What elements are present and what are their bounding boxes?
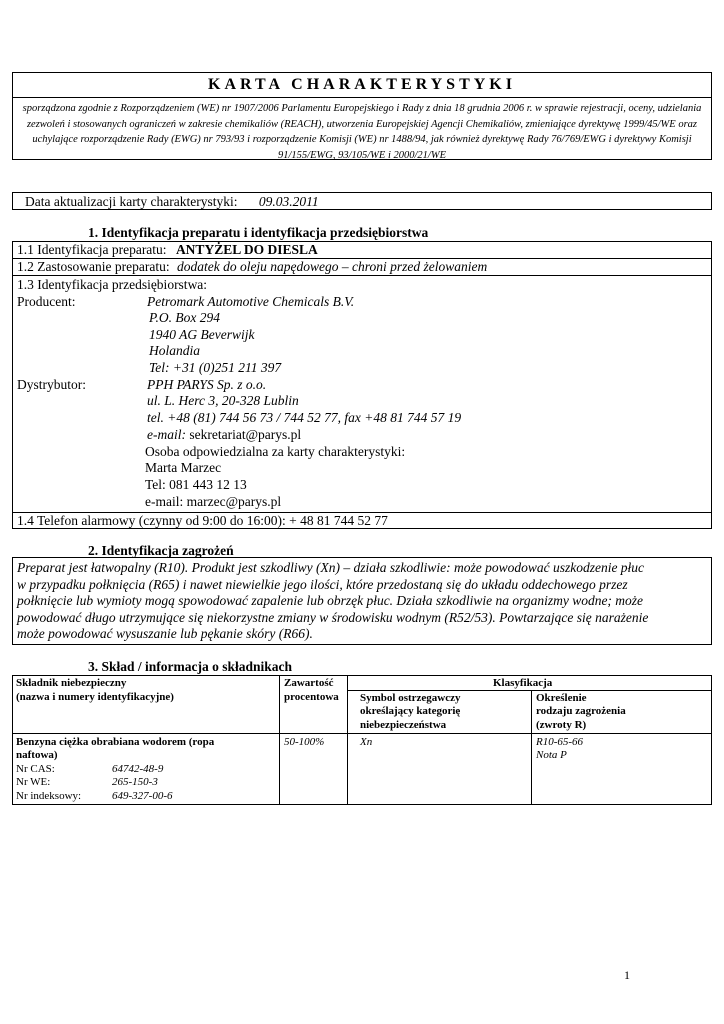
r11-label: 1.1 Identyfikacja preparatu: [17,242,167,257]
r12-value: dodatek do oleju napędowego – chroni przed żelowaniem [176,259,488,274]
row-1-1 [13,242,711,259]
hazard-line: powodować długo utrzymujące się niekorzystne zmiany w środowisku wodnym (R52/53). Powtarzające się narażenie [17,609,649,625]
email-label: e-mail: [147,427,186,442]
r-phrases: R10-65-66 [536,736,584,748]
component-name: naftowa) [16,749,58,761]
hazard-line: połknięcie lub wymioty mogą spowodować zapalenie lub obrzęk płuc. Działa szkodliwie na organizmy wodne; może [17,593,644,609]
r11-value: ANTYŻEL DO DIESLA [175,242,318,257]
r12-label: 1.2 Zastosowanie preparatu: [17,259,170,274]
col4-header: Określenie [536,692,587,704]
distributor-label: Dystrybutor: [17,377,86,392]
classification-header: Klasyfikacja [493,677,553,689]
component-name: Benzyna ciężka obrabiana wodorem (ropa [16,736,215,748]
producer-line: P.O. Box 294 [149,310,220,325]
producer-line: Holandia [149,343,201,358]
distributor-line: PPH PARYS Sp. z o.o. [147,377,267,392]
producer-line: Petromark Automotive Chemicals B.V. [147,294,355,309]
col3-header: Symbol ostrzegawczy [360,692,461,704]
producer-line: Tel: +31 (0)251 211 397 [149,360,282,375]
email-value: sekretariat@parys.pl [189,427,302,442]
page-number: 1 [624,968,630,982]
nota: Nota P [536,749,567,761]
responsible-tel: Tel: 081 443 12 13 [145,477,247,492]
col3-header: niebezpieczeństwa [360,719,447,731]
producer-line: 1940 AG Beverwijk [149,327,255,342]
content-value: 50-100% [284,736,325,748]
row-1-3 [13,276,711,513]
col2-header: Zawartość [284,677,334,689]
distributor-line: tel. +48 (81) 744 56 73 / 744 52 77, fax +48 81 744 57 19 [147,410,462,425]
row-1-4: 1.4 Telefon alarmowy (czynny od 9:00 do 16:00): + 48 81 744 52 77 [17,513,388,528]
document-title: KARTA CHARAKTERYSTYKI [13,73,711,98]
section3-heading: 3. Skład / informacja o składnikach [88,659,293,674]
composition-table [12,675,712,805]
document-header [12,72,712,160]
hazard-description [12,557,712,645]
hazard-line: Preparat jest łatwopalny (R10). Produkt jest szkodliwy (Xn) – działa szkodliwie: może powodować uszkodzenie płuc [17,560,645,575]
row-1-2 [13,259,711,276]
index-value: 649-327-00-6 [112,790,173,802]
col4-header: rodzaju zagrożenia [536,705,626,717]
symbol-value: Xn [360,736,373,748]
col1-subheader: (nazwa i numery identyfikacyjne) [16,691,174,703]
responsible-name: Marta Marzec [145,460,222,475]
hazard-line: w przypadku połknięcia (R65) i nawet niewielkie jego ilości, które przedostaną się do układu oddechowego przez [17,576,628,592]
section1-table [12,241,712,529]
we-label: Nr WE: [16,776,51,788]
col4-header: (zwroty R) [536,719,587,731]
col2-subheader: procentowa [284,691,339,703]
cas-value: 64742-48-9 [112,763,164,775]
section2-heading: 2. Identyfikacja zagrożeń [88,543,234,558]
col1-header: Składnik niebezpieczny [16,677,127,689]
hazard-line: może powodować wysuszanie lub pękanie skóry (R66). [17,626,313,642]
producer-label: Producent: [17,294,76,309]
responsible-label: Osoba odpowiedzialna za karty charakterystyki: [145,444,406,459]
update-date-row [12,192,712,210]
email-line [147,427,301,443]
r13-label: 1.3 Identyfikacja przedsiębiorstwa: [17,277,208,292]
update-date-label: Data aktualizacji karty charakterystyki: [25,194,238,209]
responsible-email: e-mail: marzec@parys.pl [145,494,282,509]
we-value: 265-150-3 [112,776,158,788]
section1-heading: 1. Identyfikacja preparatu i identyfikacja przedsiębiorstwa [88,225,429,240]
col3-header: określający kategorię [360,705,461,717]
distributor-line: ul. L. Herc 3, 20-328 Lublin [147,393,299,408]
cas-label: Nr CAS: [16,763,55,775]
document-subtitle: sporządzona zgodnie z Rozporządzeniem (WE) nr 1907/2006 Parlamentu Europejskiego i Rady z dnia 18 grudnia 2006 r. w sprawie rejestracji, oceny, udzielania zezwoleń i stosowanych ograniczeń w zakresie chemikaliów (REACH), utworzenia Europejskiej Agencji Chemikaliów, zmieniające dyrektywę 1999/45/WE oraz uchylające rozporządzenie Rady (EWG) nr 793/93 i rozporządzenie Komisji (WE) nr 1488/94, jak również dyrektywę Rady 76/769/EWG i dyrektywy Komisji 91/155/EWG, 93/105/WE i 2000/21/WE [22,103,702,161]
update-date-value: 09.03.2011 [258,194,319,209]
index-label: Nr indeksowy: [16,790,82,802]
